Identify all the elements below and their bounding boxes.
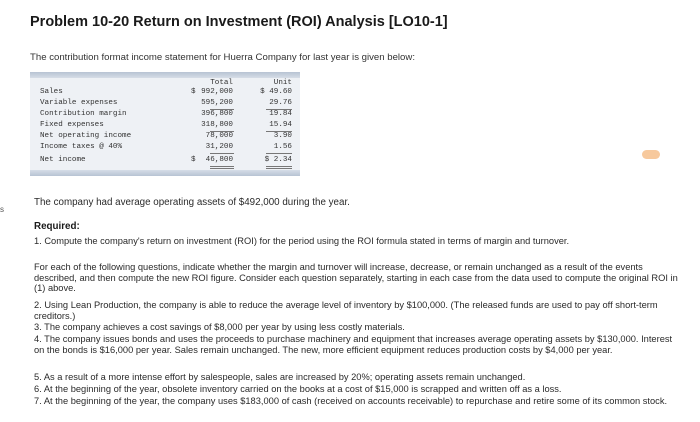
question-3: 3. The company achieves a cost savings of $8,000 per year by using less costly materials. (34, 322, 405, 332)
unit-value: 49.60 (269, 88, 292, 96)
statement-row-net-income (30, 155, 300, 166)
row-unit: 15.94 (269, 121, 292, 129)
required-label: Required: (34, 221, 80, 232)
question-5: 5. As a result of a more intense effort by salespeople, sales are increased by 20%; operating assets remain unchanged. (34, 372, 526, 382)
statement-bottom-bar (30, 170, 300, 176)
header-total: Total (210, 79, 233, 87)
row-total: 46,800 (205, 156, 233, 164)
intro-text: The contribution format income statement for Huerra Company for last year is given below: (30, 52, 415, 63)
row-unit (260, 87, 292, 98)
statement-row-contribution-margin (30, 109, 300, 120)
row-total: 595,200 (201, 99, 233, 107)
double-underline (266, 166, 292, 169)
statement-row-variable-expenses (30, 98, 300, 109)
instructions: For each of the following questions, indicate whether the margin and turnover will increase, decrease, or remain unchanged as a result of the events described, and then compute the new ROI figure. Consider each question separately, starting in each case from the data used to compute the original ROI in (1) above. (34, 262, 678, 294)
unit-value: 2.34 (273, 156, 292, 164)
row-unit (265, 155, 292, 166)
row-unit: 29.76 (269, 99, 292, 107)
question-4: 4. The company issues bonds and uses the proceeds to purchase machinery and equipment that increases average operating assets by $130,000. Interest on the bonds is $16,000 per year. Sales remain unchanged. The new, more efficient equipment reduces production costs by $4,000 per year. (34, 334, 673, 355)
row-total: 396,800 (201, 110, 233, 118)
row-unit: 1.56 (273, 143, 292, 151)
question-6: 6. At the beginning of the year, obsolete inventory carried on the books at a cost of $15,000 is scrapped and written off as a loss. (34, 384, 562, 394)
question-2: 2. Using Lean Production, the company is able to reduce the average level of inventory by $100,000. (The released funds are used to pay off short-term creditors.) (34, 300, 658, 321)
row-label: Contribution margin (40, 110, 127, 118)
currency-symbol: $ (191, 88, 196, 96)
income-statement (30, 72, 300, 176)
row-total: 31,200 (205, 143, 233, 151)
statement-row-sales (30, 87, 300, 98)
edge-mark: s (0, 205, 4, 214)
statement-row-net-operating-income (30, 131, 300, 142)
row-total: 992,000 (201, 88, 233, 96)
header-unit: Unit (273, 79, 292, 87)
row-total: 78,000 (205, 132, 233, 140)
row-total: 318,800 (201, 121, 233, 129)
statement-row-fixed-expenses (30, 120, 300, 131)
row-unit: 19.84 (269, 110, 292, 118)
row-label: Variable expenses (40, 99, 118, 107)
row-label: Net operating income (40, 132, 132, 140)
underline (210, 153, 234, 154)
question-7: 7. At the beginning of the year, the company uses $183,000 of cash (received on accounts receivable) to repurchase and retire some of its common stock. (34, 396, 668, 406)
assets-text: The company had average operating assets of $492,000 during the year. (34, 197, 350, 208)
row-label: Income taxes @ 40% (40, 143, 123, 151)
row-label: Net income (40, 156, 86, 164)
currency-symbol: $ (260, 88, 265, 96)
page-title: Problem 10-20 Return on Investment (ROI) Analysis [LO10-1] (30, 14, 448, 30)
currency-symbol: $ (264, 156, 270, 164)
row-label: Fixed expenses (40, 121, 104, 129)
row-label: Sales (40, 88, 63, 96)
toggle-switch[interactable] (642, 150, 660, 159)
statement-row-income-taxes (30, 142, 300, 153)
question-1: 1. Compute the company's return on investment (ROI) for the period using the ROI formula stated in terms of margin and turnover. (34, 236, 570, 246)
double-underline (210, 166, 234, 169)
underline (266, 153, 292, 154)
currency-symbol: $ (191, 156, 196, 164)
row-unit: 3.90 (273, 132, 292, 140)
